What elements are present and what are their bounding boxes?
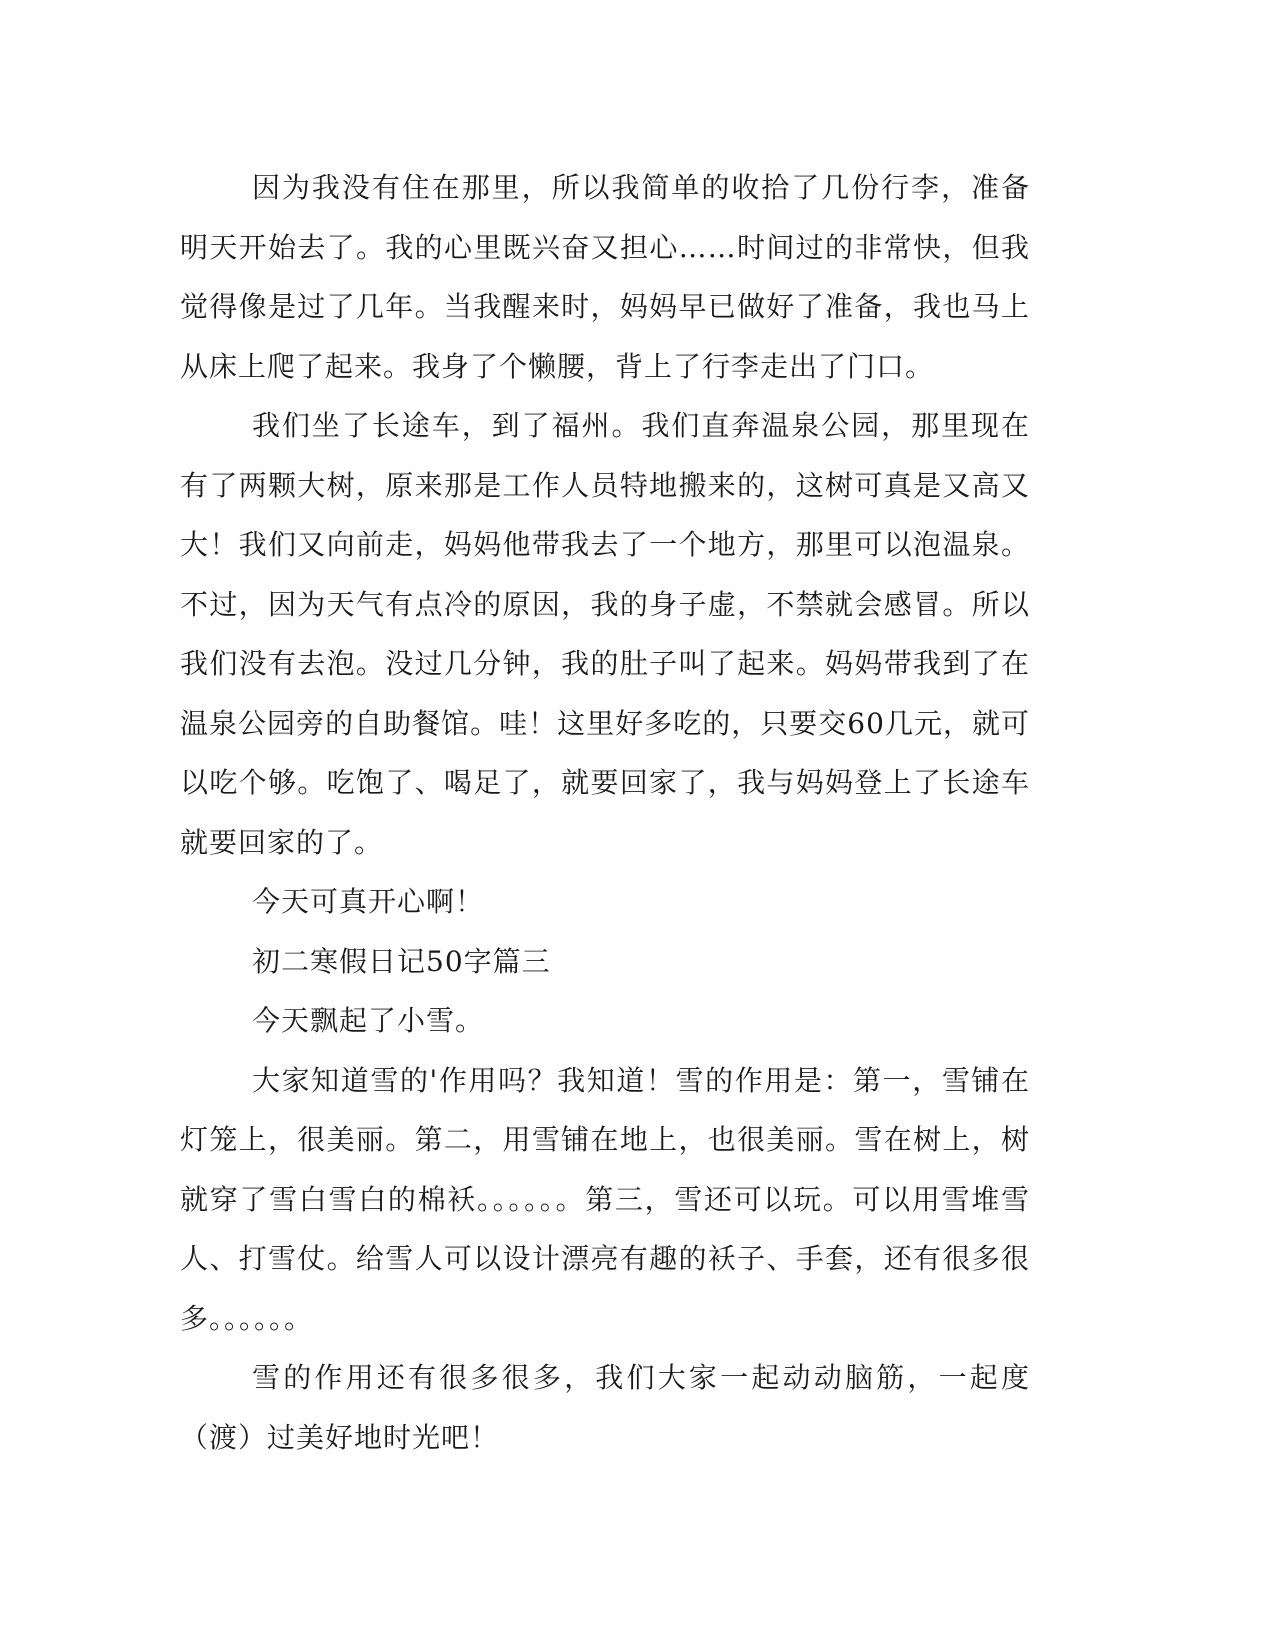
document-body — [180, 158, 1030, 1467]
paragraph-fuzhou-trip: 我们坐了长途车，到了福州。我们直奔温泉公园，那里现在有了两颗大树，原来那是工作人员特地搬来的，这树可真是又高又大！我们又向前走，妈妈他带我去了一个地方，那里可以泡温泉。不过，因为天气有点冷的原因，我的身子虚，不禁就会感冒。所以我们没有去泡。没过几分钟，我的肚子叫了起来。妈妈带我到了在温泉公园旁的自助餐馆。哇！这里好多吃的，只要交60几元，就可以吃个够。吃饱了、喝足了，就要回家了，我与妈妈登上了长途车就要回家的了。 — [180, 409, 1030, 859]
paragraph-snow-uses: 大家知道雪的'作用吗？我知道！雪的作用是：第一，雪铺在灯笼上，很美丽。第二，用雪铺在地上，也很美丽。雪在树上，树就穿了雪白雪白的棉袄。。。。。。第三，雪还可以玩。可以用雪堆雪人、打雪仗。给雪人可以设计漂亮有趣的袄子、手套，还有很多很多。。。。。。 — [180, 1063, 1030, 1335]
paragraph-packing: 因为我没有住在那里，所以我简单的收拾了几份行李，准备明天开始去了。我的心里既兴奋又担心……时间过的非常快，但我觉得像是过了几年。当我醒来时，妈妈早已做好了准备，我也马上从床上爬了起来。我身了个懒腰，背上了行李走出了门口。 — [180, 171, 1030, 383]
section-heading: 初二寒假日记50字篇三 — [252, 944, 551, 978]
paragraph-closing: 雪的作用还有很多很多，我们大家一起动动脑筋，一起度（渡）过美好地时光吧！ — [180, 1361, 1030, 1454]
paragraph-light-snow: 今天飘起了小雪。 — [252, 1004, 485, 1037]
paragraph-happy-day: 今天可真开心啊！ — [252, 885, 485, 918]
